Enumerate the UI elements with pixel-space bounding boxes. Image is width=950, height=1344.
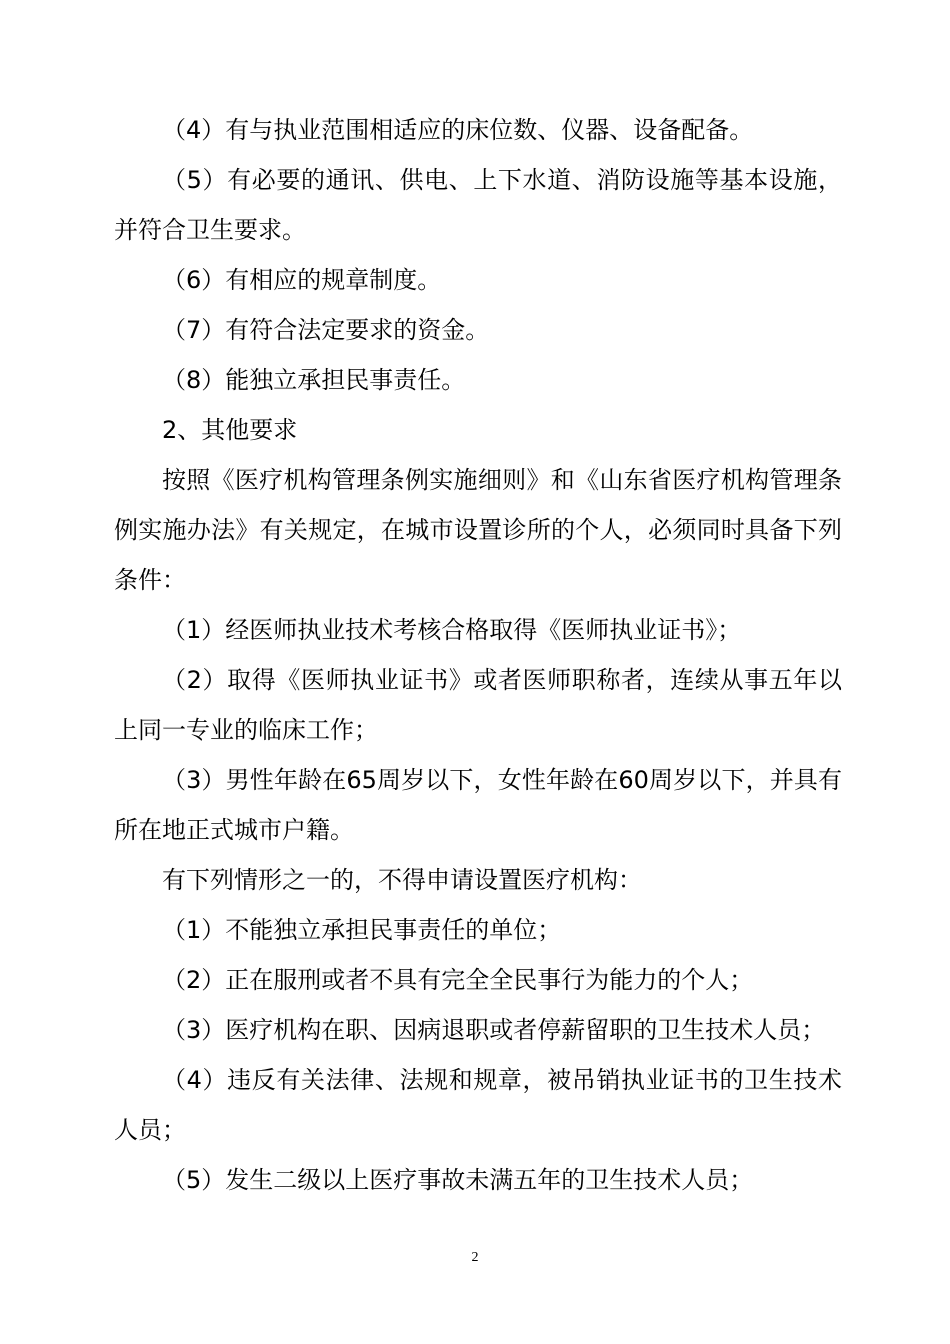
- paragraph-14: （3）医疗机构在职、因病退职或者停薪留职的卫生技术人员；: [162, 1016, 826, 1044]
- paragraph-2: （5）有必要的通讯、供电、上下水道、消防设施等基本设施，并符合卫生要求。: [114, 166, 842, 244]
- paragraph-3: （6）有相应的规章制度。: [162, 266, 442, 294]
- paragraph-7: 按照《医疗机构管理条例实施细则》和《山东省医疗机构管理条例实施办法》有关规定，在城市设置诊所的个人，必须同时具备下列条件：: [114, 466, 842, 594]
- page-number: 2: [471, 1250, 479, 1265]
- section-heading: 2、其他要求: [162, 416, 298, 444]
- paragraph-8: （1）经医师执业技术考核合格取得《医师执业证书》；: [162, 616, 742, 644]
- paragraph-16: （5）发生二级以上医疗事故未满五年的卫生技术人员；: [162, 1166, 754, 1194]
- paragraph-1: （4）有与执业范围相适应的床位数、仪器、设备配备。: [162, 116, 754, 144]
- paragraph-13: （2）正在服刑或者不具有完全全民事行为能力的个人；: [162, 966, 754, 994]
- paragraph-11: 有下列情形之一的，不得申请设置医疗机构：: [162, 866, 642, 894]
- paragraph-12: （1）不能独立承担民事责任的单位；: [162, 916, 562, 944]
- paragraph-4: （7）有符合法定要求的资金。: [162, 316, 490, 344]
- paragraph-5: （8）能独立承担民事责任。: [162, 366, 466, 394]
- paragraph-10: （3）男性年龄在65周岁以下，女性年龄在60周岁以下，并具有所在地正式城市户籍。: [114, 766, 842, 844]
- paragraph-9: （2）取得《医师执业证书》或者医师职称者，连续从事五年以上同一专业的临床工作；: [114, 666, 842, 744]
- paragraph-15: （4）违反有关法律、法规和规章，被吊销执业证书的卫生技术人员；: [114, 1066, 842, 1144]
